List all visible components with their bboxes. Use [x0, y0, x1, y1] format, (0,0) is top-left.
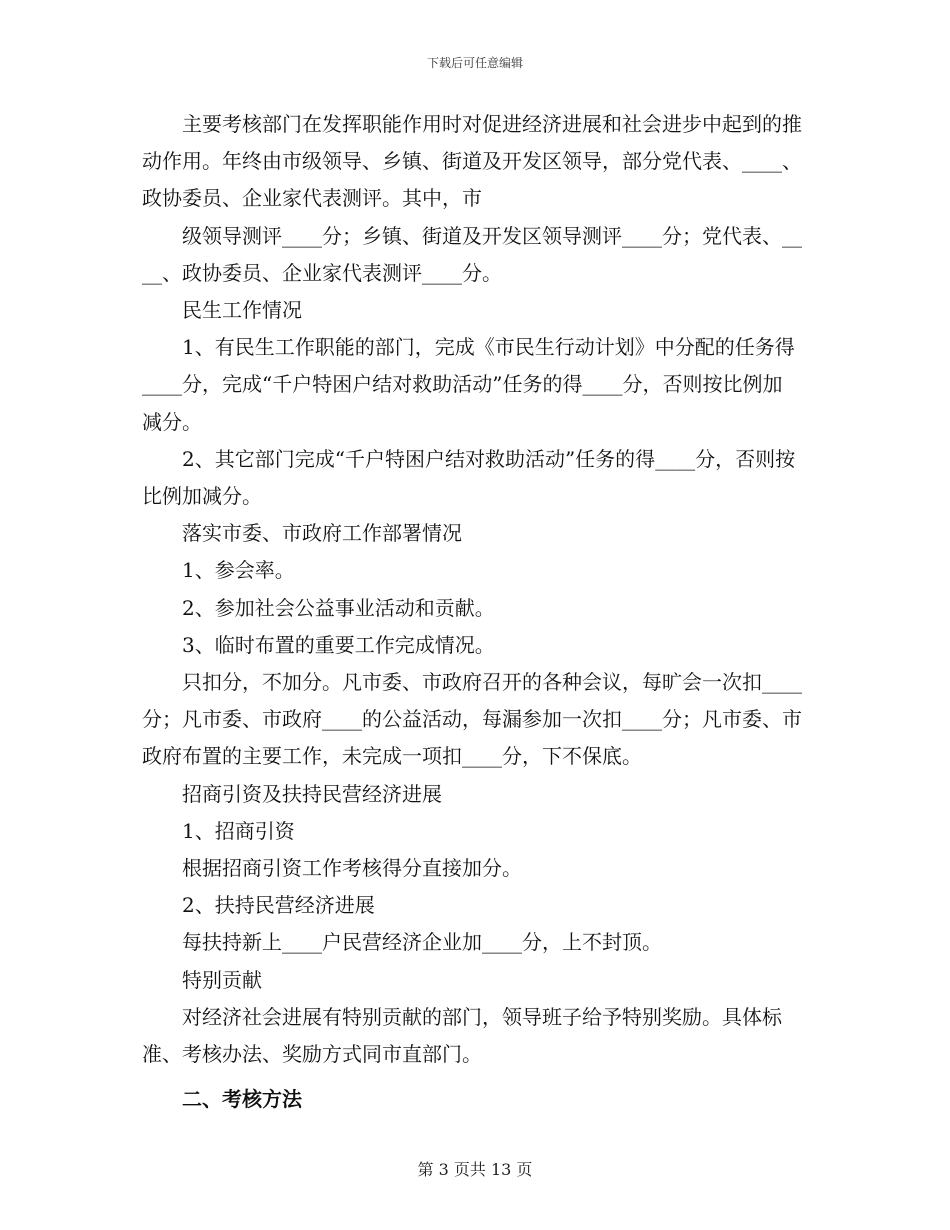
section-title-implementation: 落实市委、市政府工作部署情况 — [182, 521, 462, 546]
paragraph-investment-score: 根据招商引资工作考核得分直接加分。 — [182, 856, 522, 881]
paragraph-investment-1: 1、招商引资 — [182, 818, 295, 843]
paragraph-intro: 主要考核部门在发挥职能作用时对促进经济进展和社会进步中起到的推动作用。年终由市级领导、乡镇、街道及开发区领导，部分党代表、____、政协委员、企业家代表测评。其中，市 — [142, 112, 802, 211]
paragraph-private-economy: 每扶持新上____户民营经济企业加____分，上不封顶。 — [182, 930, 662, 955]
paragraph-implementation-2: 2、参加社会公益事业活动和贡献。 — [182, 595, 495, 620]
page-footer: 第 3 页共 13 页 — [417, 1160, 533, 1179]
document-body — [142, 106, 802, 1118]
paragraph-scoring: 级领导测评____分；乡镇、街道及开发区领导测评____分；党代表、____、政协委员、企业家代表测评____分。 — [142, 223, 802, 285]
section-title-investment: 招商引资及扶持民营经济进展 — [182, 781, 442, 806]
paragraph-livelihood-1: 1、有民生工作职能的部门，完成《市民生行动计划》中分配的任务得____分，完成“千户特困户结对救助活动”任务的得____分，否则按比例加减分。 — [142, 335, 795, 434]
paragraph-implementation-3: 3、临时布置的重要工作完成情况。 — [182, 632, 495, 657]
paragraph-investment-2: 2、扶持民营经济进展 — [182, 893, 375, 918]
section-title-livelihood: 民生工作情况 — [182, 298, 302, 323]
paragraph-deduction: 只扣分，不加分。凡市委、市政府召开的各种会议，每旷会一次扣____分；凡市委、市政府____的公益活动，每漏参加一次扣____分；凡市委、市政府布置的主要工作，未完成一项扣____分，下不保底。 — [142, 670, 802, 769]
page-header: 下载后可任意编辑 — [426, 56, 523, 70]
paragraph-livelihood-2: 2、其它部门完成“千户特困户结对救助活动”任务的得____分，否则按比例加减分。 — [142, 446, 796, 509]
paragraph-implementation-1: 1、参会率。 — [182, 558, 295, 583]
paragraph-contribution: 对经济社会进展有特别贡献的部门，领导班子给予特别奖励。具体标准、考核办法、奖励方式同市直部门。 — [142, 1004, 782, 1067]
section-heading-methods: 二、考核方法 — [182, 1087, 302, 1112]
section-title-contribution: 特别贡献 — [182, 967, 262, 992]
